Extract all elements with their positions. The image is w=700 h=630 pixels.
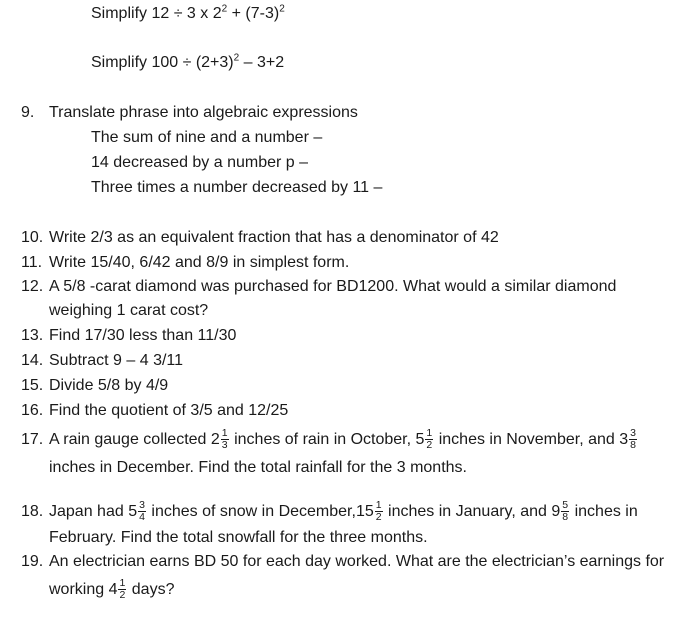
simplify-1-mid: + (7-3): [227, 5, 280, 22]
q17-mixed-2-fraction: [425, 428, 433, 451]
q17-text-1: A rain gauge collected: [49, 431, 211, 448]
q18-mixed-3-denominator: 8: [562, 511, 569, 524]
q17-mixed-1-whole: 2: [210, 431, 220, 448]
simplify-2-pre: Simplify 100 ÷ (2+3): [91, 54, 234, 71]
q19-mixed-1-whole: 4: [108, 581, 118, 598]
q17-mixed-1-denominator: 3: [221, 439, 228, 452]
question-12-line-2: weighing 1 carat cost?: [49, 302, 209, 319]
question-18-line-2: February. Find the total snowfall for the three months.: [49, 529, 428, 546]
q19-text-1: working: [49, 581, 109, 598]
question-13-text: Find 17/30 less than 11/30: [49, 327, 237, 344]
question-19-line-2: [49, 574, 174, 606]
simplify-expression-1: [91, 4, 285, 24]
q18-mixed-3-fraction: [561, 500, 569, 523]
question-9-item-3: Three times a number decreased by 11 –: [91, 179, 383, 196]
q18-mixed-3-numerator: 5: [562, 499, 569, 512]
question-16-text: Find the quotient of 3/5 and 12/25: [49, 402, 289, 419]
question-15-text: Divide 5/8 by 4/9: [49, 377, 169, 394]
q18-text-2: inches of snow in December,: [146, 503, 356, 520]
simplify-1-pre: Simplify 12 ÷ 3 x 2: [91, 5, 222, 22]
q18-mixed-2-whole: 15: [355, 503, 374, 520]
q17-text-3: inches in November, and: [434, 431, 620, 448]
q18-mixed-1-fraction: [138, 500, 146, 523]
q18-mixed-3-whole: 9: [551, 503, 561, 520]
q18-text-3: inches in January, and: [383, 503, 552, 520]
q17-mixed-1-numerator: 1: [221, 427, 228, 440]
simplify-2-post: – 3+2: [239, 54, 285, 71]
q17-mixed-2-denominator: 2: [426, 439, 433, 452]
question-17-line-2: inches in December. Find the total rainfall for the 3 months.: [49, 459, 467, 476]
q17-mixed-3-whole: 3: [619, 431, 629, 448]
question-10-number: 10.: [21, 229, 44, 246]
q19-mixed-1-numerator: 1: [119, 577, 126, 590]
question-9-text: Translate phrase into algebraic expressions: [49, 104, 358, 121]
q19-mixed-1-fraction: [118, 578, 126, 601]
question-11-text: Write 15/40, 6/42 and 8/9 in simplest form.: [49, 254, 350, 271]
question-19-number: 19.: [21, 553, 44, 570]
question-18-number: 18.: [21, 503, 44, 520]
question-9-item-1: The sum of nine and a number –: [91, 129, 323, 146]
simplify-1-exponent-1: 2: [221, 3, 228, 15]
question-10-text: Write 2/3 as an equivalent fraction that has a denominator of 42: [49, 229, 499, 246]
question-19-line-1: An electrician earns BD 50 for each day worked. What are the electrician’s earnings for: [49, 553, 665, 570]
question-9-number: 9.: [21, 104, 35, 121]
question-14-number: 14.: [21, 352, 44, 369]
question-17-number: 17.: [21, 431, 44, 448]
q18-mixed-2-numerator: 1: [375, 499, 382, 512]
q18-text-4: inches in: [570, 503, 638, 520]
q17-text-2: inches of rain in October,: [229, 431, 416, 448]
q18-mixed-1-numerator: 3: [139, 499, 145, 512]
question-9-item-2: 14 decreased by a number p –: [91, 154, 309, 171]
question-15-number: 15.: [21, 377, 44, 394]
q18-mixed-2-denominator: 2: [375, 511, 382, 524]
q17-mixed-3-fraction: [629, 428, 637, 451]
simplify-2-exponent: 2: [233, 52, 240, 64]
q17-mixed-2-whole: 5: [415, 431, 425, 448]
q17-mixed-2-numerator: 1: [426, 427, 433, 440]
question-18-line-1: [49, 496, 638, 528]
simplify-expression-2: [91, 53, 284, 73]
question-12-line-1: A 5/8 -carat diamond was purchased for BD1200. What would a similar diamond: [49, 278, 617, 295]
question-13-number: 13.: [21, 327, 44, 344]
question-12-number: 12.: [21, 278, 44, 295]
q17-mixed-1-fraction: [221, 428, 229, 451]
q18-mixed-2-fraction: [375, 500, 383, 523]
q19-text-2: days?: [127, 581, 175, 598]
q17-mixed-3-numerator: 3: [630, 427, 637, 440]
question-14-text: Subtract 9 – 4 3/11: [49, 352, 184, 369]
q18-mixed-1-whole: 5: [128, 503, 138, 520]
question-11-number: 11.: [21, 254, 43, 271]
q18-mixed-1-denominator: 4: [139, 511, 145, 524]
simplify-1-exponent-2: 2: [279, 3, 285, 15]
question-16-number: 16.: [21, 402, 44, 419]
q18-text-1: Japan had: [49, 503, 129, 520]
q19-mixed-1-denominator: 2: [119, 589, 126, 602]
q17-mixed-3-denominator: 8: [630, 439, 637, 452]
question-17-line-1: [49, 424, 638, 456]
